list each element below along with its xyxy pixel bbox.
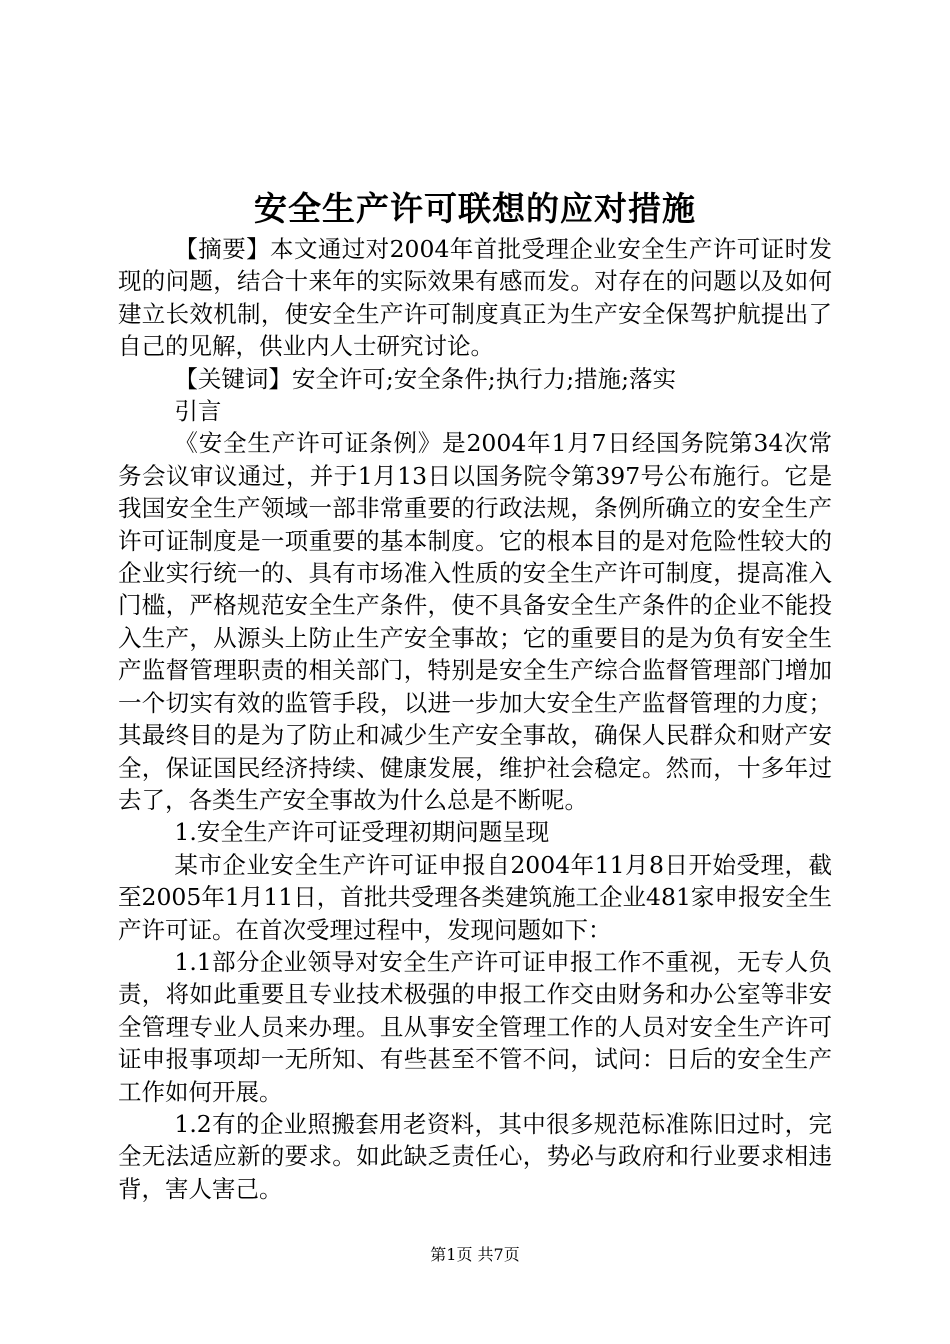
- page-footer: 第1页 共7页: [430, 1245, 520, 1264]
- keywords-paragraph: 【关键词】安全许可;安全条件;执行力;措施;落实: [174, 364, 677, 393]
- document-title: 安全生产许可联想的应对措施: [254, 189, 696, 228]
- body-paragraph: 某市企业安全生产许可证申报自2004年11月8日开始受理，截至2005年1月11日，首批共受理各类建筑施工企业481家申报安全生产许可证。在首次受理过程中，发现问题如下：: [118, 850, 832, 944]
- section-heading-1: 1.安全生产许可证受理初期问题呈现: [174, 818, 550, 847]
- section-heading-introduction: 引言: [174, 397, 222, 426]
- body-paragraph: 1.1部分企业领导对安全生产许可证申报工作不重视，无专人负责，将如此重要且专业技术极强的申报工作交由财务和办公室等非安全管理专业人员来办理。且从事安全管理工作的人员对安全生产许可证申报事项却一无所知、有些甚至不管不问，试问：日后的安全生产工作如何开展。: [118, 947, 832, 1106]
- abstract-paragraph: 【摘要】本文通过对2004年首批受理企业安全生产许可证时发现的问题，结合十来年的实际效果有感而发。对存在的问题以及如何建立长效机制，使安全生产许可制度真正为生产安全保驾护航提出了自己的见解，供业内人士研究讨论。: [118, 235, 832, 361]
- body-paragraph: 《安全生产许可证条例》是2004年1月7日经国务院第34次常务会议审议通过，并于1月13日以国务院令第397号公布施行。它是我国安全生产领域一部非常重要的行政法规，条例所确立的安全生产许可证制度是一项重要的基本制度。它的根本目的是对危险性较大的企业实行统一的、具有市场准入性质的安全生产许可制度，提高准入门槛，严格规范安全生产条件，使不具备安全生产条件的企业不能投入生产，从源头上防止生产安全事故；它的重要目的是为负有安全生产监督管理职责的相关部门，特别是安全生产综合监督管理部门增加一个切实有效的监管手段，以进一步加大安全生产监督管理的力度；其最终目的是为了防止和减少生产安全事故，确保人民群众和财产安全，保证国民经济持续、健康发展，维护社会稳定。然而，十多年过去了，各类生产安全事故为什么总是不断呢。: [118, 429, 832, 814]
- document-body: [118, 233, 832, 1205]
- body-paragraph: 1.2有的企业照搬套用老资料，其中很多规范标准陈旧过时，完全无法适应新的要求。如此缺乏责任心，势必与政府和行业要求相违背，害人害己。: [118, 1109, 832, 1203]
